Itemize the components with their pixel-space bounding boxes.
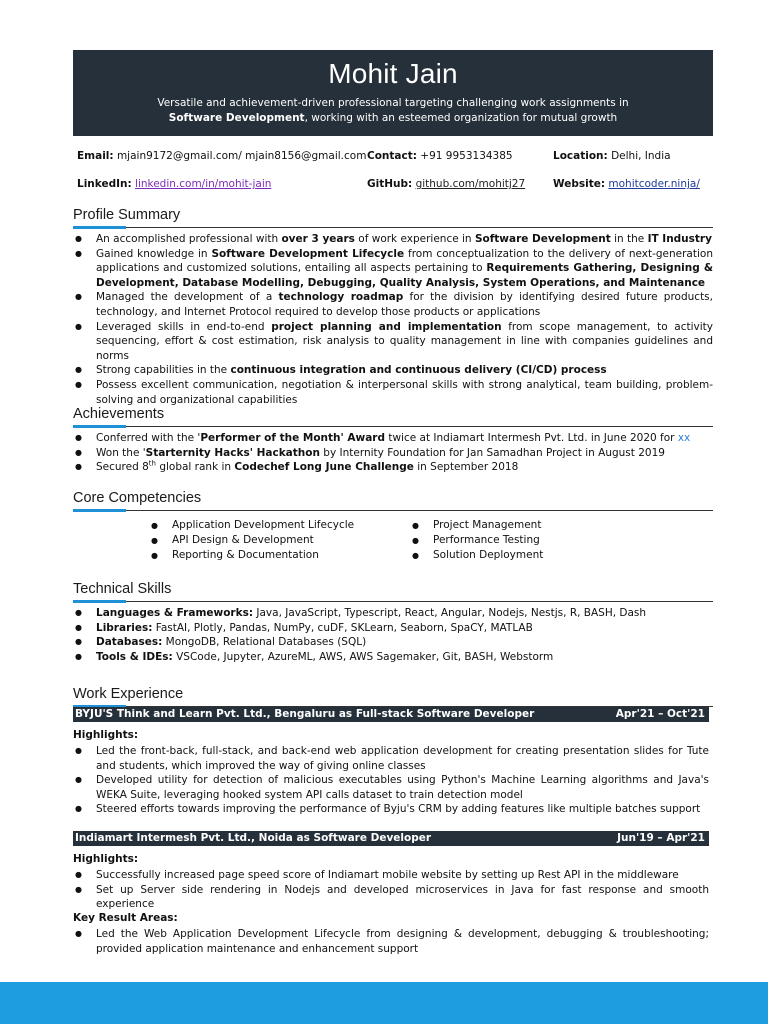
location-info: Location: Delhi, India bbox=[553, 150, 671, 162]
section-divider bbox=[73, 226, 713, 230]
list-item: ● Project Management bbox=[410, 518, 543, 533]
section-divider bbox=[73, 425, 713, 429]
technical-skills-section bbox=[73, 580, 713, 664]
core-competencies-section bbox=[73, 489, 713, 513]
section-title: Technical Skills bbox=[73, 581, 172, 597]
job2-kra-list bbox=[73, 927, 709, 956]
list-item: ● Managed the development of a technology roadmap for the division by identifying desired future products, technology, and Internet Protocol required to develop those products or applications bbox=[73, 290, 713, 319]
list-item: ● Developed utility for detection of malicious executables using Python's Machine Learning algorithms and Java's WEKA Suite, leveraging hooked system API calls dataset to train detection model bbox=[73, 773, 709, 802]
list-item: ● Secured 8th global rank in Codechef Long June Challenge in September 2018 bbox=[73, 460, 713, 475]
list-item: ● Libraries: FastAI, Plotly, Pandas, NumPy, cuDF, SKLearn, Seaborn, SpaCY, MATLAB bbox=[73, 621, 713, 636]
work-experience-section bbox=[73, 685, 713, 709]
list-item: ● Set up Server side rendering in Nodejs and developed microservices in Java for fast response and smooth experience bbox=[73, 883, 709, 912]
list-item: ● Solution Deployment bbox=[410, 548, 543, 563]
list-item: ● Reporting & Documentation bbox=[149, 548, 354, 563]
job-title: BYJU'S Think and Learn Pvt. Ltd., Bengaluru as Full-stack Software Developer bbox=[75, 708, 535, 720]
list-item: ● Performance Testing bbox=[410, 533, 543, 548]
list-item: ● Successfully increased page speed score of Indiamart mobile website by setting up Rest API in the middleware bbox=[73, 868, 709, 883]
website-info: Website: mohitcoder.ninja/ bbox=[553, 178, 700, 190]
job-heading-indiamart bbox=[73, 831, 709, 846]
list-item: ● Tools & IDEs: VSCode, Jupyter, AzureML, AWS, AWS Sagemaker, Git, BASH, Webstorm bbox=[73, 650, 713, 665]
list-item: ● Steered efforts towards improving the performance of Byju's CRM by adding features like multiple batches support bbox=[73, 802, 709, 817]
achievements-list bbox=[73, 431, 713, 475]
email-info: Email: mjain9172@gmail.com/ mjain8156@gmail.com bbox=[77, 150, 367, 162]
job1-highlights-list bbox=[73, 744, 709, 817]
candidate-name: Mohit Jain bbox=[328, 58, 458, 89]
section-title: Work Experience bbox=[73, 686, 184, 702]
competencies-column-2 bbox=[410, 518, 543, 564]
job2-highlights-list bbox=[73, 868, 709, 912]
highlights-heading: Highlights: bbox=[73, 729, 139, 741]
list-item: ● Gained knowledge in Software Development Lifecycle from conceptualization to the delivery of next-generation applications and customized solutions, entailing all aspects pertaining to Requirements Gathering, Designing & Development, Database Modelling, Debugging, Quality Analysis, System Operations, and Maintenance bbox=[73, 247, 713, 291]
highlights-heading: Highlights: bbox=[73, 853, 139, 865]
job-title: Indiamart Intermesh Pvt. Ltd., Noida as Software Developer bbox=[75, 832, 432, 844]
achievements-section bbox=[73, 405, 713, 475]
section-divider bbox=[73, 600, 713, 604]
phone-info: Contact: +91 9953134385 bbox=[367, 150, 513, 162]
list-item: ● Possess excellent communication, negotiation & interpersonal skills with strong analytical, team building, problem-solving and organizational capabilities bbox=[73, 378, 713, 407]
list-item: ● Won the 'Starternity Hacks' Hackathon by Internity Foundation for Jan Samadhan Project in August 2019 bbox=[73, 446, 713, 461]
list-item: ● Strong capabilities in the continuous integration and continuous delivery (CI/CD) process bbox=[73, 363, 713, 378]
key-result-areas-heading: Key Result Areas: bbox=[73, 912, 178, 924]
section-divider bbox=[73, 509, 713, 513]
candidate-tagline: Versatile and achievement-driven professional targeting challenging work assignments in Software Development, working with an esteemed organization for mutual growth bbox=[157, 97, 629, 124]
list-item: ● An accomplished professional with over 3 years of work experience in Software Development in the IT Industry bbox=[73, 232, 713, 247]
section-title: Profile Summary bbox=[73, 207, 181, 223]
list-item: ● Databases: MongoDB, Relational Databases (SQL) bbox=[73, 635, 713, 650]
linkedin-link[interactable]: linkedin.com/in/mohit-jain bbox=[135, 178, 272, 190]
competencies-column-1 bbox=[149, 518, 354, 564]
list-item: ● Conferred with the 'Performer of the Month' Award twice at Indiamart Intermesh Pvt. Ltd. in June 2020 for xx bbox=[73, 431, 713, 446]
profile-list bbox=[73, 232, 713, 407]
resume-header bbox=[73, 50, 713, 136]
github-info: GitHub: github.com/mohitj27 bbox=[367, 178, 526, 190]
list-item: ● Led the front-back, full-stack, and back-end web application development for creating presentation slides for Tute and students, which improved the way of giving online classes bbox=[73, 744, 709, 773]
section-title: Core Competencies bbox=[73, 490, 202, 506]
list-item: ● Leveraged skills in end-to-end project planning and implementation from scope management, to activity sequencing, effort & cost estimation, risk analysis to quality management in line with companies guidelines and norms bbox=[73, 320, 713, 364]
list-item: ● API Design & Development bbox=[149, 533, 354, 548]
job-heading-byjus bbox=[73, 707, 709, 722]
linkedin-info: LinkedIn: linkedin.com/in/mohit-jain bbox=[77, 178, 272, 190]
footer-accent-bar bbox=[0, 982, 768, 1024]
list-item: ● Application Development Lifecycle bbox=[149, 518, 354, 533]
website-link[interactable]: mohitcoder.ninja/ bbox=[608, 178, 700, 190]
profile-summary-section bbox=[73, 206, 713, 407]
list-item: ● Languages & Frameworks: Java, JavaScript, Typescript, React, Angular, Nodejs, Nestjs, R, BASH, Dash bbox=[73, 606, 713, 621]
skills-list bbox=[73, 606, 713, 664]
job-dates: Jun'19 – Apr'21 bbox=[617, 832, 705, 844]
job-dates: Apr'21 – Oct'21 bbox=[615, 708, 705, 720]
achievement-link[interactable]: xx bbox=[677, 432, 691, 444]
list-item: ● Led the Web Application Development Lifecycle from designing & development, debugging & troubleshooting; provided application maintenance and enhancement support bbox=[73, 927, 709, 956]
section-title: Achievements bbox=[73, 406, 165, 422]
github-link[interactable]: github.com/mohitj27 bbox=[415, 178, 526, 190]
